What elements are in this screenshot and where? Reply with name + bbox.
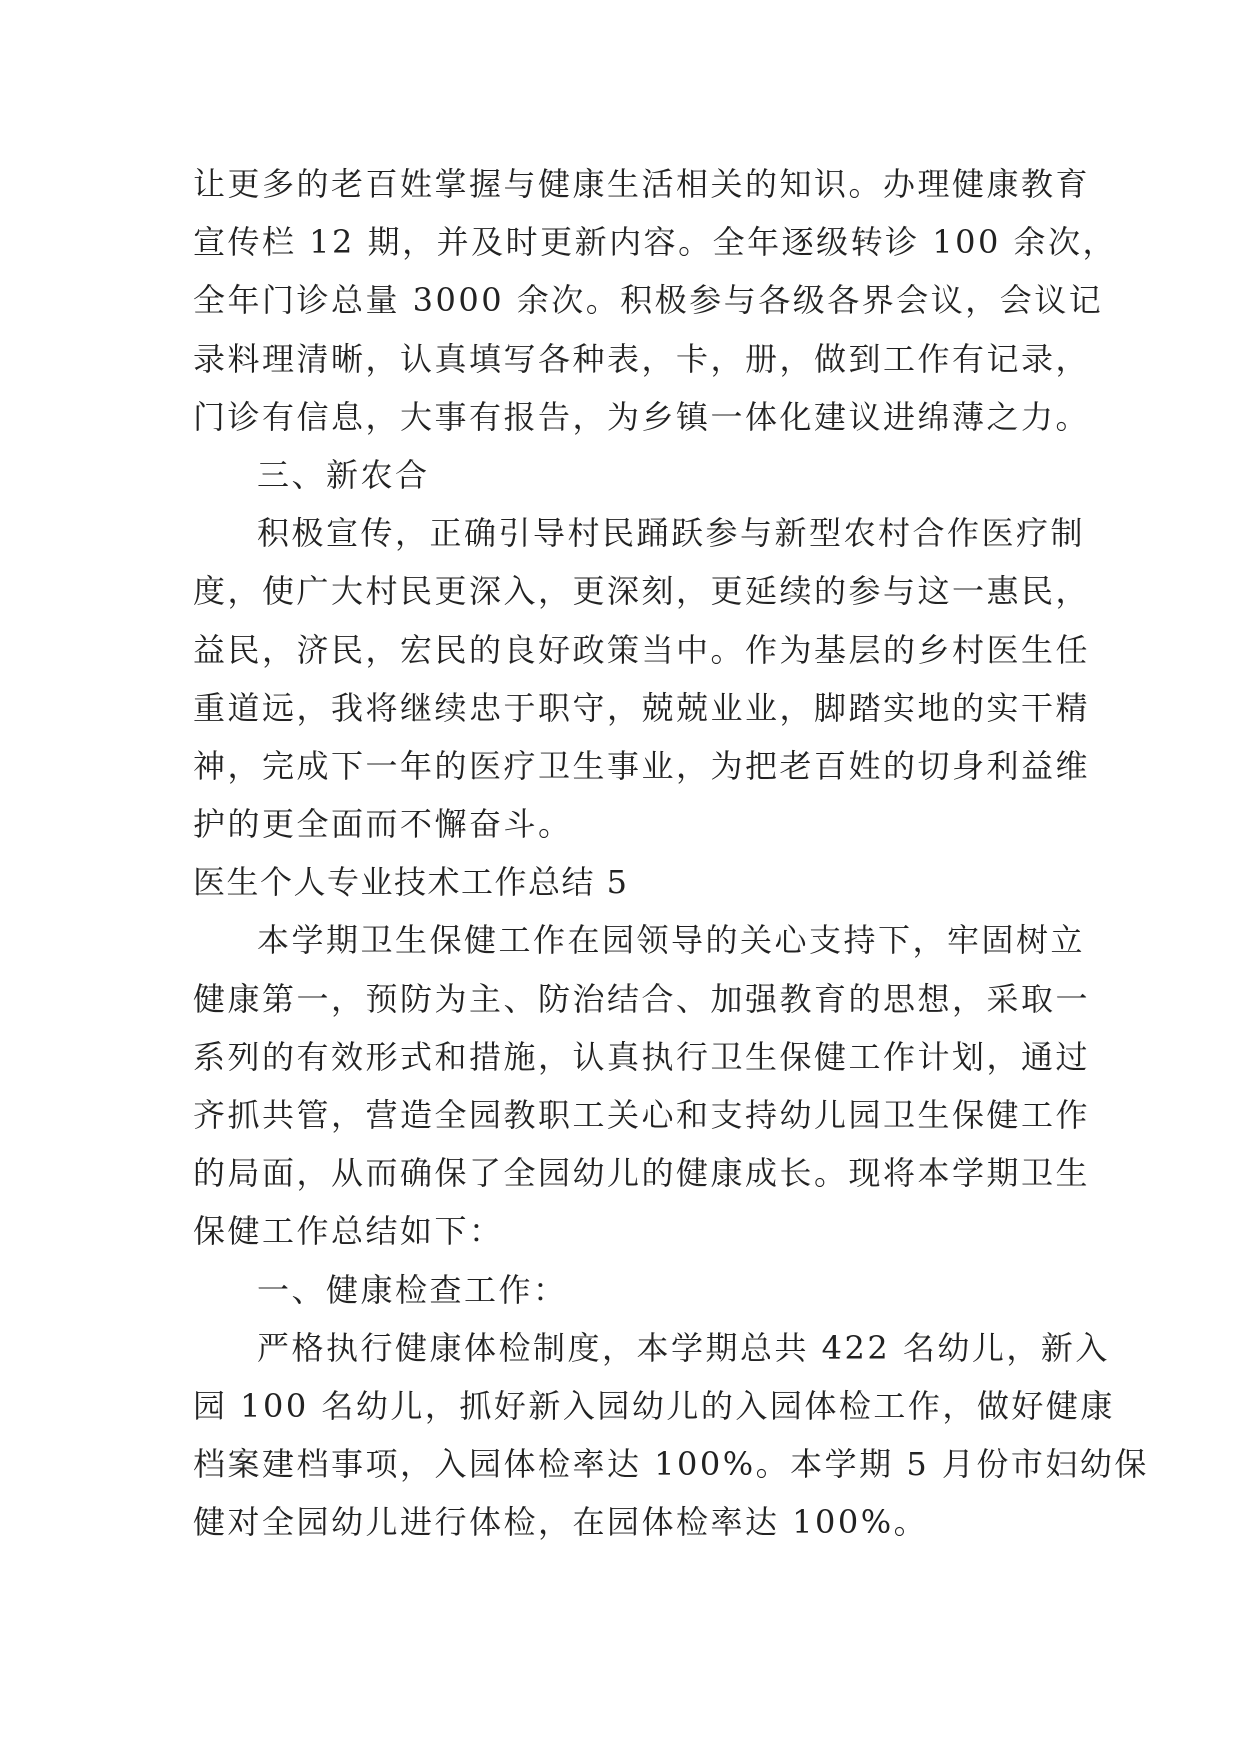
- text-line: 录料理清晰，认真填写各种表，卡，册，做到工作有记录，: [193, 339, 1091, 378]
- document-body: [193, 155, 1149, 1552]
- paragraph-school-health-intro: [193, 911, 1091, 1260]
- text-line: 宣传栏 12 期，并及时更新内容。全年逐级转诊 100 余次，: [193, 223, 1117, 262]
- text-line: 园 100 名幼儿，抓好新入园幼儿的入园体检工作，做好健康: [193, 1386, 1115, 1425]
- text-line: 系列的有效形式和措施，认真执行卫生保健工作计划，通过: [193, 1037, 1091, 1076]
- text-line: 门诊有信息，大事有报告，为乡镇一体化建议进绵薄之力。: [193, 397, 1091, 436]
- text-line: 档案建档事项，入园体检率达 100%。本学期 5 月份市妇幼保: [193, 1445, 1149, 1484]
- text-line: 重道远，我将继续忠于职守，兢兢业业，脚踏实地的实干精: [193, 688, 1091, 727]
- text-line: 护的更全面而不懈奋斗。: [193, 805, 573, 844]
- text-line: 齐抓共管，营造全园教职工关心和支持幼儿园卫生保健工作: [193, 1096, 1091, 1134]
- text-line: 神，完成下一年的医疗卫生事业，为把老百姓的切身利益维: [193, 746, 1091, 785]
- summary-title: 医生个人专业技术工作总结 5: [193, 863, 629, 902]
- paragraph-health-checks: [193, 1319, 1149, 1552]
- text-line: 健对全园幼儿进行体检，在园体检率达 100%。: [193, 1503, 929, 1542]
- text-line: 健康第一，预防为主、防治结合、加强教育的思想，采取一: [193, 979, 1091, 1018]
- text-line: 益民，济民，宏民的良好政策当中。作为基层的乡村医生任: [193, 630, 1091, 669]
- paragraph-new-rural-cooperative: [193, 504, 1091, 853]
- text-line: 保健工作总结如下：: [193, 1212, 504, 1251]
- section-heading-new-rural-cooperative: 三、新农合: [257, 455, 430, 494]
- text-line: 本学期卫生保健工作在园领导的关心支持下，牢固树立: [257, 921, 1086, 960]
- text-line: 度，使广大村民更深入，更深刻，更延续的参与这一惠民，: [193, 572, 1091, 611]
- text-line: 严格执行健康体检制度，本学期总共 422 名幼儿，新入: [257, 1328, 1110, 1367]
- section-heading-health-checks: 一、健康检查工作：: [257, 1270, 568, 1309]
- text-line: 全年门诊总量 3000 余次。积极参与各级各界会议，会议记: [193, 281, 1104, 320]
- text-line: 积极宣传，正确引导村民踊跃参与新型农村合作医疗制: [257, 514, 1086, 553]
- text-line: 让更多的老百姓掌握与健康生活相关的知识。办理健康教育: [193, 165, 1091, 203]
- paragraph-health-education: [193, 155, 1117, 446]
- text-line: 的局面，从而确保了全园幼儿的健康成长。现将本学期卫生: [193, 1154, 1091, 1193]
